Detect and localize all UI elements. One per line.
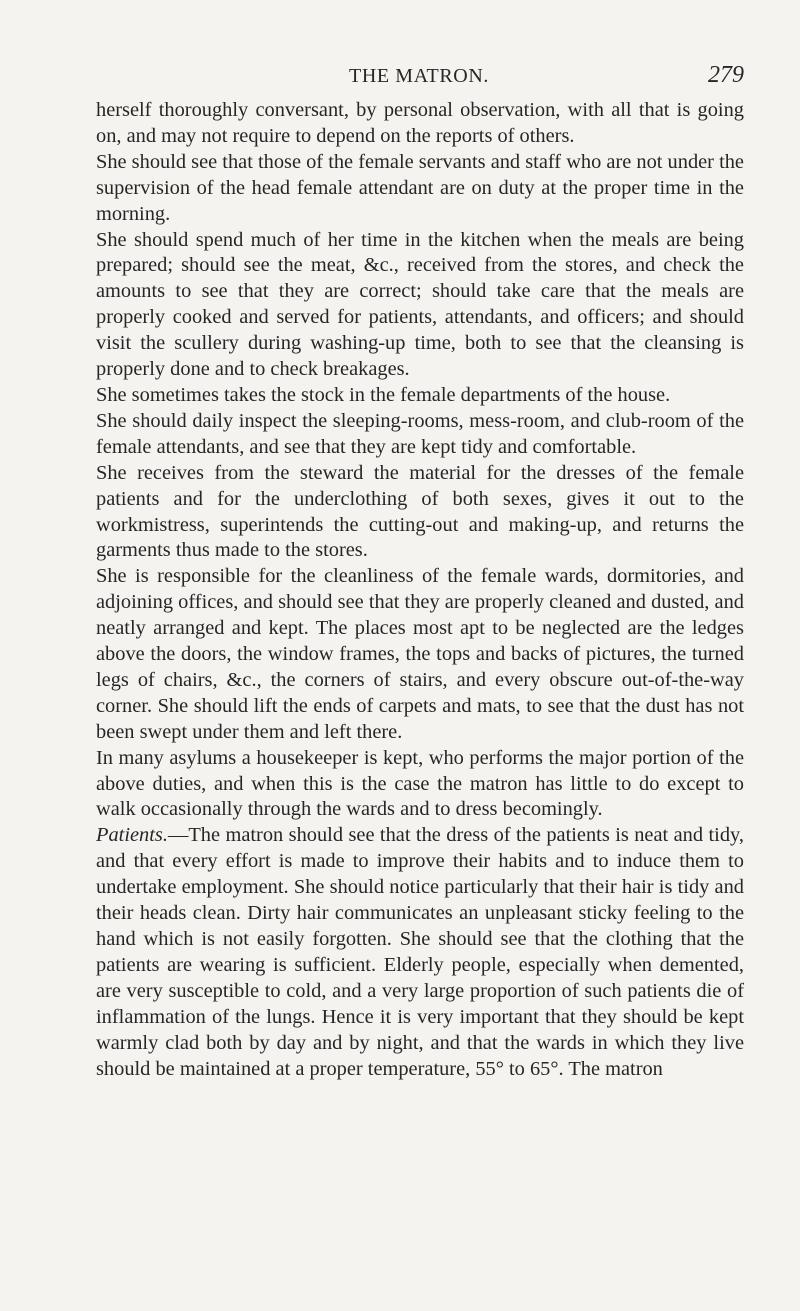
paragraph: herself thoroughly conversant, by personal observation, with all that is going on, and may not require to depend on the reports of others. [96,99,744,147]
page-header [94,63,744,95]
page-number: 279 [708,62,744,88]
paragraph: She should daily inspect the sleeping-rooms, mess-room, and club-room of the female attendants, and see that they are kept tidy and comfortable. [96,409,744,458]
body-text [96,98,744,1082]
paragraph: She is responsible for the cleanliness of the female wards, dormitories, and adjoining offices, and should see that they are properly cleaned and dusted, and neatly arranged and kept. The places most apt to be neglected are the ledges above the doors, the window frames, the tops and backs of pictures, the turned legs of chairs, &c., the corners of stairs, and every obscure out-of-the-way corner. She should lift the ends of carpets and mats, to see that the dust has not been swept under them and left there. [96,565,744,743]
running-title: THE MATRON. [349,65,489,87]
paragraph: She receives from the steward the material for the dresses of the female patients and for the underclothing of both sexes, gives it out to the workmistress, superintends the cutting-out and making-up, and returns the garments thus made to the stores. [96,461,744,562]
paragraph: She sometimes takes the stock in the female departments of the house. [96,383,671,406]
paragraph: In many asylums a housekeeper is kept, who performs the major portion of the above duties, and when this is the case the matron has little to do except to walk occasionally through the wards and to dress becomingly. [96,746,744,821]
paragraph-patients [96,823,744,1082]
paragraph: She should see that those of the female servants and staff who are not under the supervision of the head female attendant are on duty at the proper time in the morning. [96,150,744,225]
run-in-heading: Patients. [96,824,168,847]
paragraph-text: —The matron should see that the dress of the patients is neat and tidy, and that every effort is made to improve their habits and to induce them to undertake employment. She should notice particularly that their hair is tidy and their heads clean. Dirty hair communicates an unpleasant sticky feeling to the hand which is not easily forgotten. She should see that the clothing that the patients are wearing is sufficient. Elderly people, especially when demented, are very susceptible to cold, and a very large proportion of such patients die of inflammation of the lungs. Hence it is very important that they should be kept warmly clad both by day and by night, and that the wards in which they live should be maintained at a proper temperature, 55° to 65°. The matron [96,824,744,1080]
paragraph: She should spend much of her time in the kitchen when the meals are being prepared; should see the meat, &c., received from the stores, and check the amounts to see that they are correct; should take care that the meals are properly cooked and served for patients, attendants, and officers; and should visit the scullery during washing-up time, both to see that the cleansing is properly done and to check breakages. [96,228,744,381]
